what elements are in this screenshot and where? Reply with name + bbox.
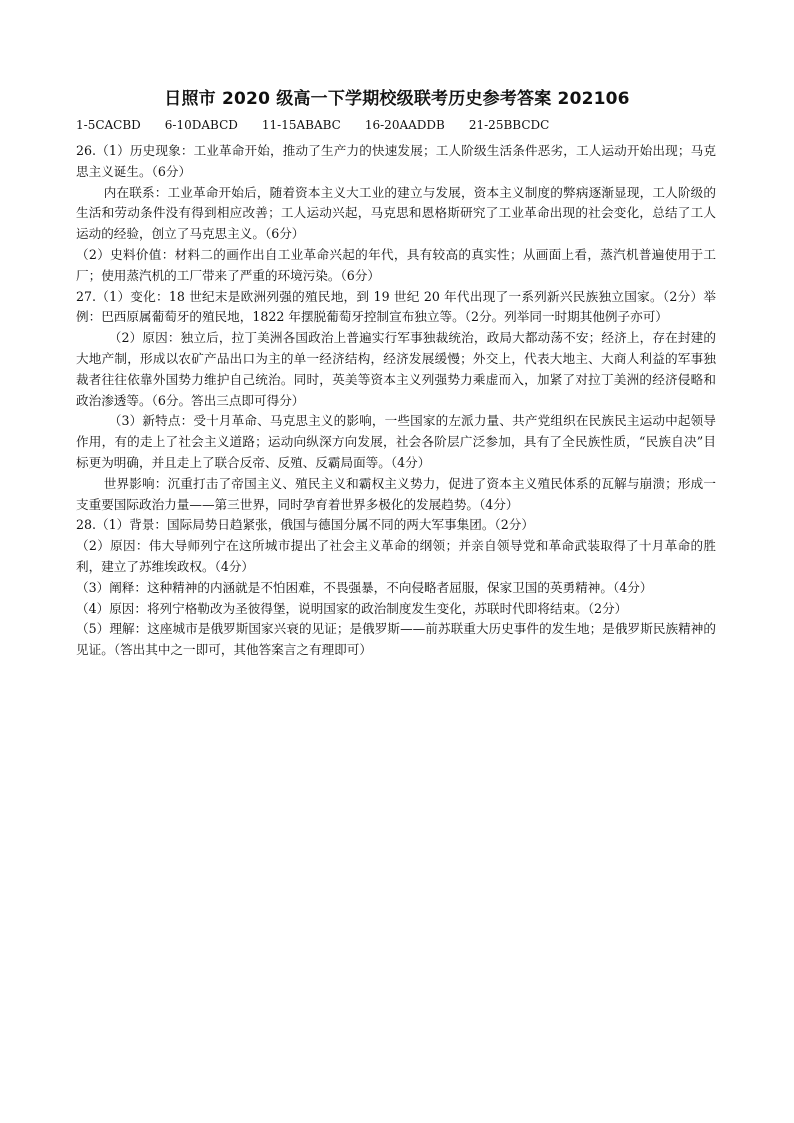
answer-27-3: （3）新特点：受十月革命、马克思主义的影响，一些国家的左派力量、共产党组织在民族民主运动中起领导作用，有的走上了社会主义道路；运动向纵深方向发展，社会各阶层广泛参加，具有了全民族性质，“民族自决”目标更为明确，并且走上了联合反帝、反殖、反霸局面等。（4分） [76,413,716,470]
answer-28-5: （5）理解：这座城市是俄罗斯国家兴衰的见证；是俄罗斯——前苏联重大历史事件的发生地；是俄罗斯民族精神的见证。（答出其中之一即可，其他答案言之有理即可） [76,621,716,658]
answer-28-2: （2）原因：伟大导师列宁在这所城市提出了社会主义革命的纲领；并亲自领导党和革命武装取得了十月革命的胜利，建立了苏维埃政权。（4分） [76,538,716,574]
mc-answer-group: 6-10DABCD [164,118,238,132]
answer-28-1: 28.（1）背景：国际局势日趋紧张，俄国与德国分属不同的两大军事集团。（2分） [76,517,534,533]
mc-answer-group: 1-5CACBD [76,118,141,132]
answer-26-2: （2）史料价值：材料二的画作出自工业革命兴起的年代，具有较高的真实性；从画面上看，蒸汽机普遍使用于工厂；使用蒸汽机的工厂带来了严重的环境污染。（6分） [76,246,716,283]
mc-answer-group: 16-20AADDB [364,118,445,132]
answer-27-1: 27.（1）变化：18 世纪末是欧洲列强的殖民地，到 19 世纪 20 年代出现了一系列新兴民族独立国家。（2分）举例：巴西原属葡萄牙的殖民地，1822 年摆脱葡萄牙控制宣布独立等。（2分。列举同一时期其他例子亦可） [76,288,716,325]
answer-28-4: （4）原因：将列宁格勒改为圣彼得堡，说明国家的政治制度发生变化，苏联时代即将结束。（2分） [76,600,628,616]
document-title: 日照市 2020 级高一下学期校级联考历史参考答案 202106 [164,89,630,109]
mc-answer-group: 11-15ABABC [261,118,341,132]
answer-27-2: （2）原因：独立后，拉丁美洲各国政治上普遍实行军事独裁统治，政局大都动荡不安；经济上，存在封建的大地产制，形成以农矿产品出口为主的单一经济结构，经济发展缓慢；外交上，代表大地主、大商人利益的军事独裁者往往依靠外国势力维护自己统治。同时，英美等资本主义列强势力乘虚而入，加紧了对拉丁美洲的经济侵略和政治渗透等。（6分。答出三点即可得分） [76,330,716,408]
multiple-choice-answers [76,118,549,132]
answer-28-3: （3）阐释：这种精神的内涵就是不怕困难，不畏强暴，不向侵略者屈服，保家卫国的英勇精神。（4分） [76,579,653,595]
mc-answer-group: 21-25BBCDC [468,118,550,132]
answer-body [76,141,716,661]
answer-27-3-impact: 世界影响：沉重打击了帝国主义、殖民主义和霸权主义势力，促进了资本主义殖民体系的瓦解与崩溃；形成一支重要国际政治力量——第三世界，同时孕育着世界多极化的发展趋势。（4分） [76,475,716,512]
answer-26-1-connection: 内在联系：工业革命开始后，随着资本主义大工业的建立与发展，资本主义制度的弊病逐渐显现，工人阶级的生活和劳动条件没有得到相应改善；工人运动兴起，马克思和恩格斯研究了工业革命出现的社会变化，总结了工人运动的经验，创立了马克思主义。（6分） [76,184,716,242]
answer-26-1: 26.（1）历史现象：工业革命开始，推动了生产力的快速发展；工人阶级生活条件恶劣，工人运动开始出现；马克思主义诞生。（6分） [76,143,716,179]
